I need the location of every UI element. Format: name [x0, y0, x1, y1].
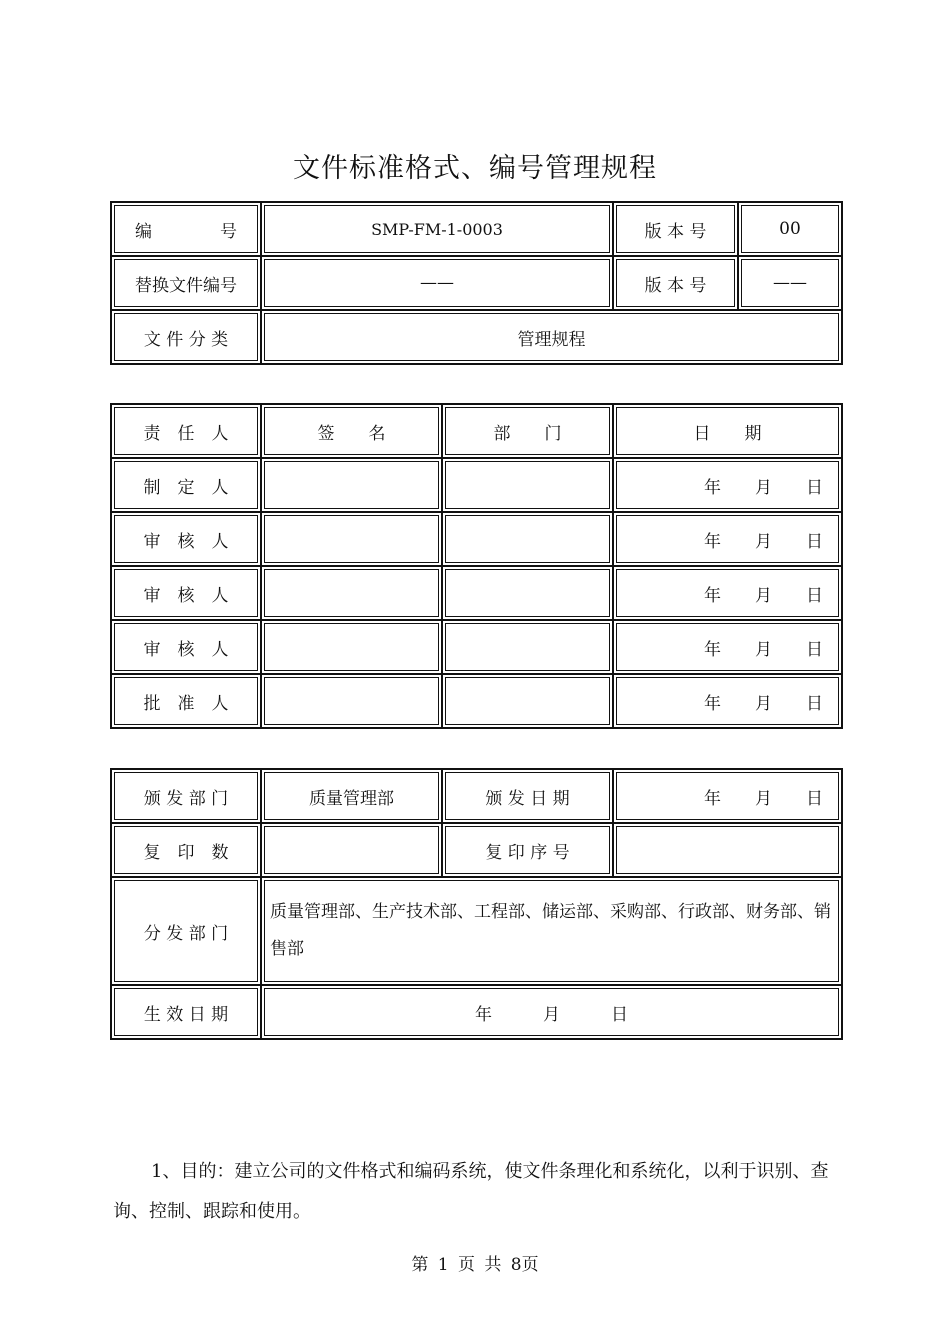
signature-cell: [261, 458, 442, 512]
document-info-table: [110, 201, 843, 365]
doc-number-label: 编 号: [111, 202, 261, 256]
effective-date-label: 生 效 日 期: [111, 985, 261, 1039]
responsibility-table: [110, 403, 843, 729]
role-cell: 审 核 人: [111, 566, 261, 620]
department-cell: [442, 512, 613, 566]
header-department: 部 门: [442, 404, 613, 458]
header-responsible: 责 任 人: [111, 404, 261, 458]
signature-cell: [261, 620, 442, 674]
purpose-paragraph: 1、目的：建立公司的文件格式和编码系统，使文件条理化和系统化，以利于识别、查询、控制、跟踪和使用。: [113, 1161, 829, 1222]
role-cell: 批 准 人: [111, 674, 261, 728]
role-cell: 制 定 人: [111, 458, 261, 512]
replaced-version-value: ——: [738, 256, 842, 310]
distribution-table: [110, 768, 843, 1040]
replaced-doc-number-value: ——: [261, 256, 613, 310]
header-signature: 签 名: [261, 404, 442, 458]
department-cell: [442, 674, 613, 728]
version-value: 00: [738, 202, 842, 256]
copy-number-value: [613, 823, 842, 877]
issue-dept-label: 颁 发 部 门: [111, 769, 261, 823]
distribution-label: 分 发 部 门: [111, 877, 261, 985]
responsibility-header-row: [111, 404, 842, 458]
role-cell: 审 核 人: [111, 512, 261, 566]
department-cell: [442, 566, 613, 620]
copies-label: 复 印 数: [111, 823, 261, 877]
department-cell: [442, 620, 613, 674]
doc-number-value: SMP-FM-1-0003: [261, 202, 613, 256]
signature-cell: [261, 512, 442, 566]
date-cell: 年 月 日: [613, 566, 842, 620]
version-label: 版 本 号: [613, 202, 738, 256]
issue-dept-value: 质量管理部: [261, 769, 442, 823]
header-date: 日 期: [613, 404, 842, 458]
table-row: [111, 674, 842, 728]
table-row: [111, 620, 842, 674]
copy-number-label: 复 印 序 号: [442, 823, 613, 877]
issue-date-value: 年 月 日: [613, 769, 842, 823]
department-cell: [442, 458, 613, 512]
copies-value: [261, 823, 442, 877]
table-row: [111, 458, 842, 512]
doc-category-value: 管理规程: [261, 310, 842, 364]
table-row: [111, 566, 842, 620]
distribution-value: 质量管理部、生产技术部、工程部、储运部、采购部、行政部、财务部、销售部: [261, 877, 842, 985]
doc-category-label: 文 件 分 类: [111, 310, 261, 364]
table-row: [111, 512, 842, 566]
signature-cell: [261, 674, 442, 728]
replaced-doc-number-label: 替换文件编号: [111, 256, 261, 310]
document-title: 文件标准格式、编号管理规程: [293, 153, 657, 184]
date-cell: 年 月 日: [613, 512, 842, 566]
date-cell: 年 月 日: [613, 620, 842, 674]
signature-cell: [261, 566, 442, 620]
effective-date-value: 年 月 日: [261, 985, 842, 1039]
page-footer: 第 1 页 共 8页: [411, 1255, 539, 1275]
date-cell: 年 月 日: [613, 674, 842, 728]
issue-date-label: 颁 发 日 期: [442, 769, 613, 823]
date-cell: 年 月 日: [613, 458, 842, 512]
role-cell: 审 核 人: [111, 620, 261, 674]
replaced-version-label: 版 本 号: [613, 256, 738, 310]
